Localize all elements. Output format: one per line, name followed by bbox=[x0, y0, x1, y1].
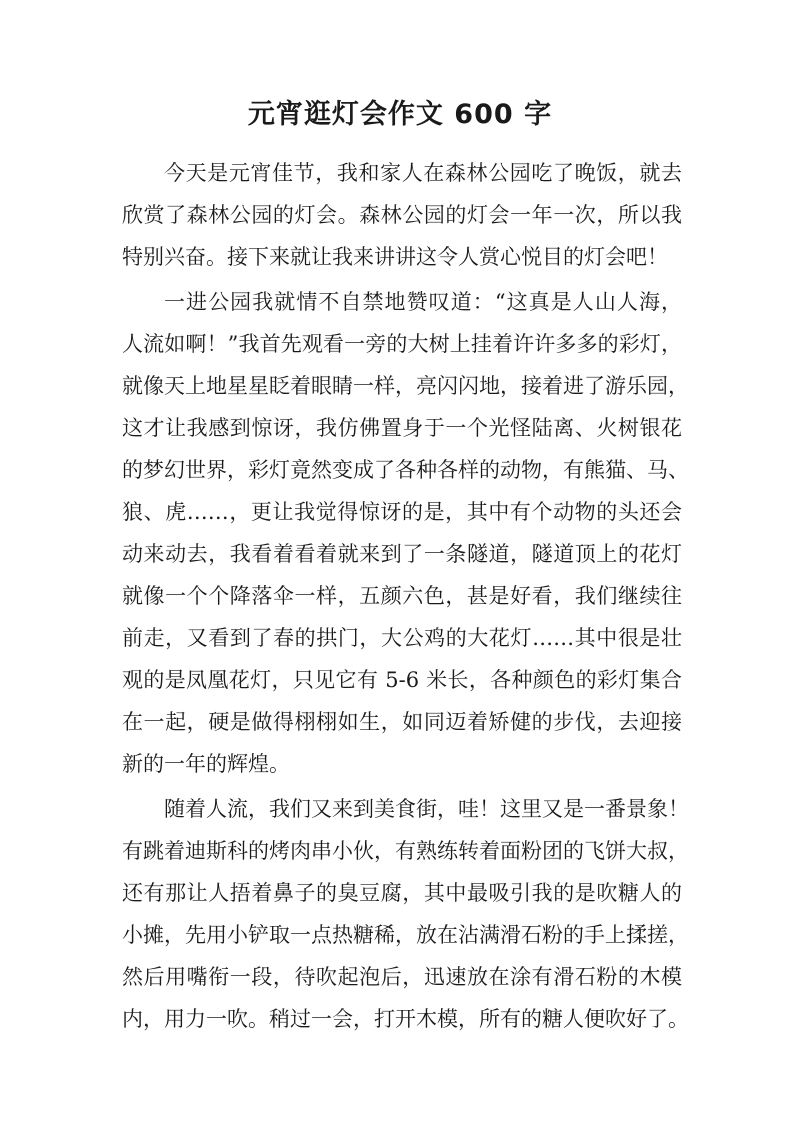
text-line: 还有那让人捂着鼻子的臭豆腐，其中最吸引我的是吹糖人的 bbox=[122, 881, 682, 905]
text-line: 一进公园我就情不自禁地赞叹道：“这真是人山人海， bbox=[164, 290, 682, 314]
text-line: 观的是凤凰花灯，只见它有 5-6 米长，各种颜色的彩灯集合 bbox=[122, 668, 682, 692]
document-body bbox=[122, 152, 689, 1040]
paragraph-1 bbox=[122, 152, 682, 278]
text-line: 然后用嘴衔一段，待吹起泡后，迅速放在涂有滑石粉的木模 bbox=[122, 965, 682, 989]
text-line: 狼、虎……，更让我觉得惊讶的是，其中有个动物的头还会 bbox=[122, 500, 682, 524]
paragraph-3 bbox=[122, 788, 689, 1040]
text-line: 欣赏了森林公园的灯会。森林公园的灯会一年一次，所以我 bbox=[122, 203, 682, 227]
document-title: 元宵逛灯会作文 600 字 bbox=[247, 99, 553, 130]
text-line: 随着人流，我们又来到美食街，哇！这里又是一番景象！ bbox=[164, 797, 689, 821]
text-line: 就像天上地星星眨着眼睛一样，亮闪闪地，接着进了游乐园， bbox=[122, 374, 689, 398]
text-line: 特别兴奋。接下来就让我来讲讲这令人赏心悦目的灯会吧！ bbox=[122, 245, 668, 269]
text-line: 人流如啊！”我首先观看一旁的大树上挂着许许多多的彩灯， bbox=[122, 332, 682, 356]
text-line: 动来动去，我看着看着就来到了一条隧道，隧道顶上的花灯 bbox=[122, 542, 682, 566]
text-line: 今天是元宵佳节，我和家人在森林公园吃了晚饭，就去 bbox=[164, 161, 682, 185]
paragraph-2 bbox=[122, 281, 689, 785]
text-line: 的梦幻世界，彩灯竟然变成了各种各样的动物，有熊猫、马、 bbox=[122, 458, 689, 482]
text-line: 内，用力一吹。稍过一会，打开木模，所有的糖人便吹好了。 bbox=[122, 1007, 689, 1031]
text-line: 这才让我感到惊讶，我仿佛置身于一个光怪陆离、火树银花 bbox=[122, 416, 682, 440]
text-line: 新的一年的辉煌。 bbox=[122, 752, 290, 776]
text-line: 小摊，先用小铲取一点热糖稀，放在沾满滑石粉的手上揉搓， bbox=[122, 923, 689, 947]
text-line: 就像一个个降落伞一样，五颜六色，甚是好看，我们继续往 bbox=[122, 584, 682, 608]
text-line: 在一起，硬是做得栩栩如生，如同迈着矫健的步伐，去迎接 bbox=[122, 710, 682, 734]
text-line: 前走，又看到了春的拱门，大公鸡的大花灯……其中很是壮 bbox=[122, 626, 682, 650]
text-line: 有跳着迪斯科的烤肉串小伙，有熟练转着面粉团的飞饼大叔， bbox=[122, 839, 689, 863]
